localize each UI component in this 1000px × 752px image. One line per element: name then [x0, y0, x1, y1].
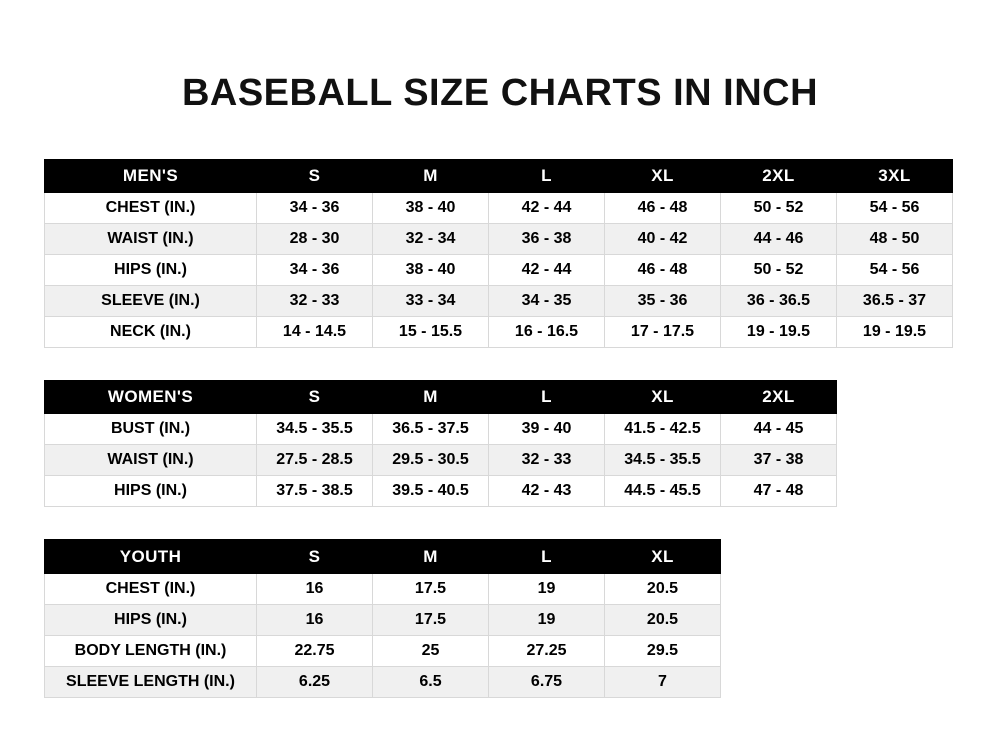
- row-label: SLEEVE LENGTH (IN.): [45, 667, 257, 698]
- row-cell: 14 - 14.5: [257, 317, 373, 348]
- row-cell: 19: [489, 574, 605, 605]
- row-cell: 38 - 40: [373, 255, 489, 286]
- row-cell: 47 - 48: [721, 476, 837, 507]
- row-label: CHEST (IN.): [45, 574, 257, 605]
- table-row: [45, 286, 953, 317]
- row-cell: 25: [373, 636, 489, 667]
- row-cell: 17 - 17.5: [605, 317, 721, 348]
- womens-header-l: L: [489, 381, 605, 414]
- row-cell: 34.5 - 35.5: [257, 414, 373, 445]
- row-cell: 36.5 - 37.5: [373, 414, 489, 445]
- row-label: HIPS (IN.): [45, 605, 257, 636]
- row-cell: 41.5 - 42.5: [605, 414, 721, 445]
- row-cell: 6.75: [489, 667, 605, 698]
- table-row: [45, 224, 953, 255]
- row-cell: 17.5: [373, 574, 489, 605]
- youth-table-header: [45, 540, 721, 574]
- mens-header-l: L: [489, 160, 605, 193]
- row-cell: 37 - 38: [721, 445, 837, 476]
- youth-header-m: M: [373, 540, 489, 574]
- row-cell: 54 - 56: [837, 193, 953, 224]
- row-cell: 40 - 42: [605, 224, 721, 255]
- row-cell: 7: [605, 667, 721, 698]
- youth-header-xl: XL: [605, 540, 721, 574]
- row-cell: 27.5 - 28.5: [257, 445, 373, 476]
- row-cell: 16 - 16.5: [489, 317, 605, 348]
- table-row: [45, 445, 837, 476]
- row-label: HIPS (IN.): [45, 255, 257, 286]
- row-cell: 22.75: [257, 636, 373, 667]
- row-cell: 19: [489, 605, 605, 636]
- womens-table-header: [45, 381, 837, 414]
- row-cell: 29.5 - 30.5: [373, 445, 489, 476]
- row-label: BODY LENGTH (IN.): [45, 636, 257, 667]
- womens-table-body: [45, 414, 837, 507]
- row-cell: 48 - 50: [837, 224, 953, 255]
- table-row: [45, 605, 721, 636]
- row-cell: 39 - 40: [489, 414, 605, 445]
- womens-header-m: M: [373, 381, 489, 414]
- row-cell: 36 - 36.5: [721, 286, 837, 317]
- row-cell: 27.25: [489, 636, 605, 667]
- youth-table-body: [45, 574, 721, 698]
- row-label: HIPS (IN.): [45, 476, 257, 507]
- row-cell: 36.5 - 37: [837, 286, 953, 317]
- row-cell: 35 - 36: [605, 286, 721, 317]
- row-cell: 32 - 34: [373, 224, 489, 255]
- row-cell: 16: [257, 574, 373, 605]
- row-cell: 36 - 38: [489, 224, 605, 255]
- table-row: [45, 317, 953, 348]
- row-label: BUST (IN.): [45, 414, 257, 445]
- row-cell: 44 - 45: [721, 414, 837, 445]
- row-cell: 46 - 48: [605, 193, 721, 224]
- table-header-row: [45, 540, 721, 574]
- mens-header-m: M: [373, 160, 489, 193]
- row-cell: 20.5: [605, 574, 721, 605]
- table-row: [45, 574, 721, 605]
- table-row: [45, 414, 837, 445]
- row-cell: 32 - 33: [257, 286, 373, 317]
- table-header-row: [45, 160, 953, 193]
- row-label: WAIST (IN.): [45, 445, 257, 476]
- row-cell: 42 - 44: [489, 193, 605, 224]
- row-cell: 46 - 48: [605, 255, 721, 286]
- row-cell: 34 - 36: [257, 255, 373, 286]
- mens-header-2xl: 2XL: [721, 160, 837, 193]
- table-row: [45, 193, 953, 224]
- table-header-row: [45, 381, 837, 414]
- row-cell: 44 - 46: [721, 224, 837, 255]
- womens-header-s: S: [257, 381, 373, 414]
- row-cell: 19 - 19.5: [721, 317, 837, 348]
- row-cell: 29.5: [605, 636, 721, 667]
- row-cell: 34 - 36: [257, 193, 373, 224]
- row-cell: 44.5 - 45.5: [605, 476, 721, 507]
- table-row: [45, 667, 721, 698]
- mens-size-table: [44, 159, 953, 348]
- table-row: [45, 636, 721, 667]
- row-cell: 32 - 33: [489, 445, 605, 476]
- row-cell: 54 - 56: [837, 255, 953, 286]
- row-cell: 37.5 - 38.5: [257, 476, 373, 507]
- row-cell: 16: [257, 605, 373, 636]
- womens-header-category: WOMEN'S: [45, 381, 257, 414]
- row-cell: 6.25: [257, 667, 373, 698]
- womens-header-xl: XL: [605, 381, 721, 414]
- row-cell: 50 - 52: [721, 255, 837, 286]
- row-cell: 50 - 52: [721, 193, 837, 224]
- youth-header-s: S: [257, 540, 373, 574]
- row-cell: 15 - 15.5: [373, 317, 489, 348]
- row-label: CHEST (IN.): [45, 193, 257, 224]
- page-title: BASEBALL SIZE CHARTS IN INCH: [181, 72, 819, 114]
- row-cell: 42 - 43: [489, 476, 605, 507]
- mens-header-3xl: 3XL: [837, 160, 953, 193]
- mens-table-header: [45, 160, 953, 193]
- mens-header-xl: XL: [605, 160, 721, 193]
- youth-header-l: L: [489, 540, 605, 574]
- row-cell: 38 - 40: [373, 193, 489, 224]
- table-row: [45, 255, 953, 286]
- row-label: WAIST (IN.): [45, 224, 257, 255]
- youth-size-table: [44, 539, 721, 698]
- row-cell: 19 - 19.5: [837, 317, 953, 348]
- row-label: NECK (IN.): [45, 317, 257, 348]
- mens-header-s: S: [257, 160, 373, 193]
- row-cell: 34 - 35: [489, 286, 605, 317]
- womens-size-table: [44, 380, 837, 507]
- row-cell: 34.5 - 35.5: [605, 445, 721, 476]
- row-label: SLEEVE (IN.): [45, 286, 257, 317]
- row-cell: 17.5: [373, 605, 489, 636]
- size-tables-container: [0, 159, 1000, 698]
- row-cell: 20.5: [605, 605, 721, 636]
- row-cell: 39.5 - 40.5: [373, 476, 489, 507]
- row-cell: 28 - 30: [257, 224, 373, 255]
- row-cell: 42 - 44: [489, 255, 605, 286]
- mens-table-body: [45, 193, 953, 348]
- row-cell: 33 - 34: [373, 286, 489, 317]
- womens-header-2xl: 2XL: [721, 381, 837, 414]
- table-row: [45, 476, 837, 507]
- row-cell: 6.5: [373, 667, 489, 698]
- mens-header-category: MEN'S: [45, 160, 257, 193]
- youth-header-category: YOUTH: [45, 540, 257, 574]
